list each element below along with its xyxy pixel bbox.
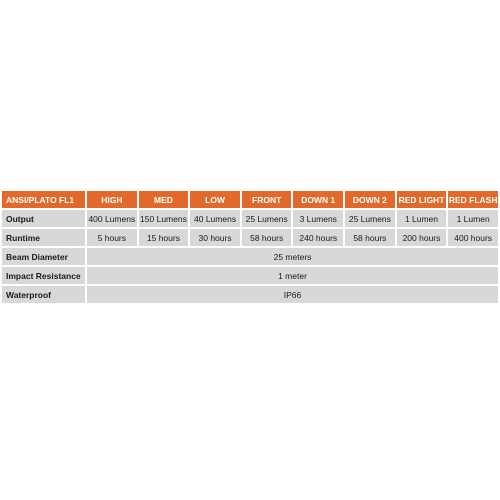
output-high: 400 Lumens — [87, 210, 137, 227]
runtime-red-light: 200 hours — [397, 229, 447, 246]
impact-resistance-row — [2, 267, 498, 284]
mode-med: MED — [139, 191, 189, 208]
mode-down-2: DOWN 2 — [345, 191, 395, 208]
mode-red-flash: RED FLASH — [448, 191, 498, 208]
output-red-flash: 1 Lumen — [448, 210, 498, 227]
header-label: ANSI/PLATO FL1 — [2, 191, 85, 208]
output-red-light: 1 Lumen — [397, 210, 447, 227]
beam-diameter-value: 25 meters — [87, 248, 498, 265]
runtime-high: 5 hours — [87, 229, 137, 246]
runtime-down-1: 240 hours — [293, 229, 343, 246]
waterproof-value: IP66 — [87, 286, 498, 303]
waterproof-row — [2, 286, 498, 303]
mode-red-light: RED LIGHT — [397, 191, 447, 208]
runtime-med: 15 hours — [139, 229, 189, 246]
runtime-low: 30 hours — [190, 229, 240, 246]
runtime-label: Runtime — [2, 229, 85, 246]
beam-diameter-row — [2, 248, 498, 265]
runtime-row — [2, 229, 498, 246]
header-row — [2, 191, 498, 208]
runtime-front: 58 hours — [242, 229, 292, 246]
mode-front: FRONT — [242, 191, 292, 208]
impact-resistance-value: 1 meter — [87, 267, 498, 284]
spec-table — [0, 189, 500, 305]
beam-diameter-label: Beam Diameter — [2, 248, 85, 265]
output-front: 25 Lumens — [242, 210, 292, 227]
output-down-2: 25 Lumens — [345, 210, 395, 227]
mode-high: HIGH — [87, 191, 137, 208]
output-low: 40 Lumens — [190, 210, 240, 227]
runtime-down-2: 58 hours — [345, 229, 395, 246]
mode-down-1: DOWN 1 — [293, 191, 343, 208]
waterproof-label: Waterproof — [2, 286, 85, 303]
runtime-red-flash: 400 hours — [448, 229, 498, 246]
output-label: Output — [2, 210, 85, 227]
output-med: 150 Lumens — [139, 210, 189, 227]
mode-low: LOW — [190, 191, 240, 208]
output-down-1: 3 Lumens — [293, 210, 343, 227]
impact-resistance-label: Impact Resistance — [2, 267, 85, 284]
output-row — [2, 210, 498, 227]
